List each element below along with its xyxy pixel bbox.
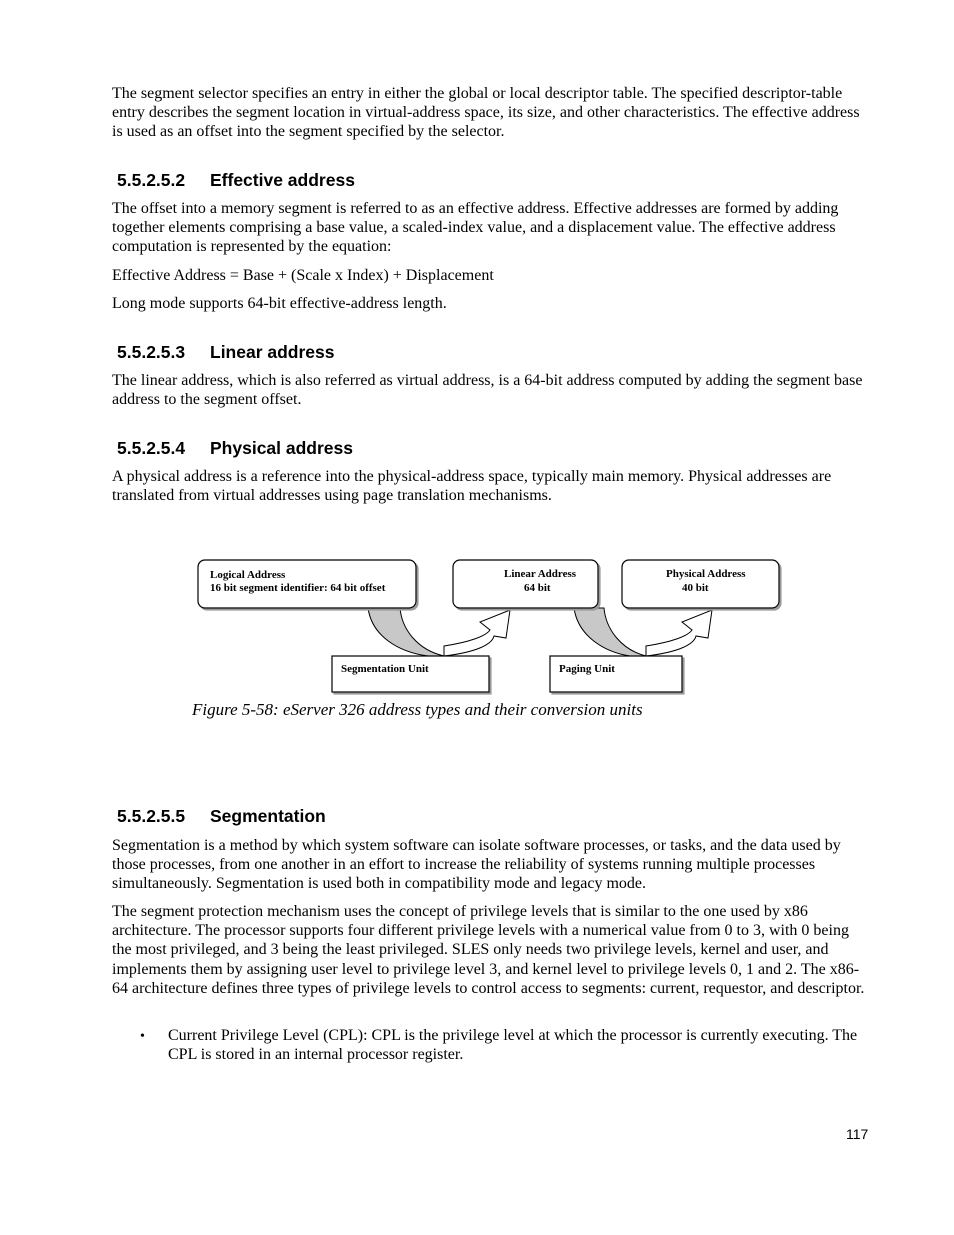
logical-address-label: Logical Address	[210, 569, 286, 581]
long-mode-note: Long mode supports 64-bit effective-address length.	[112, 295, 447, 312]
section-number: 5.5.2.5.5	[117, 806, 186, 826]
section-number: 5.5.2.5.3	[117, 342, 186, 362]
bullet-cpl: Current Privilege Level (CPL): CPL is the privilege level at which the processor is currently executing. The CPL is stored in an internal processor register.	[168, 1027, 858, 1064]
linear-address-detail: 64 bit	[524, 582, 551, 594]
paging-output-arrow	[646, 610, 712, 656]
section-title: Effective address	[210, 170, 355, 190]
segmentation-paragraph-2: The segment protection mechanism uses the concept of privilege levels that is similar to the one used by x86 architecture. The processor supports four different privilege levels with a numerical value from 0 to 3, with 0 being the most privileged, and 3 being the least privileged. SLES only needs two privilege levels, kernel and user, and implements them by assigning user level to privilege level 3, and kernel level to privilege levels 0, 1 and 2. The x86-64 architecture defines three types of privilege levels to control access to segments: current, requestor, and descriptor.	[112, 903, 865, 997]
physical-address-label: Physical Address	[666, 568, 746, 580]
effective-address-equation: Effective Address = Base + (Scale x Index) + Displacement	[112, 267, 494, 284]
intro-paragraph: The segment selector specifies an entry in either the global or local descriptor table. The specified descriptor-table entry describes the segment location in virtual-address space, its size, and other characteristics. The effective address is used as an offset into the segment specified by the selector.	[112, 85, 860, 141]
section-number: 5.5.2.5.4	[117, 438, 186, 458]
physical-address-paragraph: A physical address is a reference into the physical-address space, typically main memory. Physical addresses are translated from virtual addresses using page translation mechanisms.	[112, 468, 832, 505]
segmentation-unit-label: Segmentation Unit	[341, 663, 429, 675]
segmentation-output-arrow	[444, 610, 510, 656]
segmentation-input-arrow	[368, 608, 444, 656]
section-number: 5.5.2.5.2	[117, 170, 186, 190]
section-title: Segmentation	[210, 806, 326, 826]
page-number: 117	[846, 1126, 869, 1142]
paging-input-arrow	[574, 608, 646, 656]
linear-address-paragraph: The linear address, which is also referred as virtual address, is a 64-bit address computed by adding the segment base address to the segment offset.	[112, 372, 863, 409]
linear-address-label: Linear Address	[504, 568, 577, 580]
physical-address-detail: 40 bit	[682, 582, 709, 594]
segmentation-paragraph-1: Segmentation is a method by which system software can isolate software processes, or tasks, and the data used by those processes, from one another in an effort to increase the reliability of systems running multiple processes simultaneously. Segmentation is used both in compatibility mode and legacy mode.	[112, 837, 841, 893]
section-heading-segmentation	[117, 806, 326, 827]
paging-unit-label: Paging Unit	[559, 663, 615, 675]
section-title: Physical address	[210, 438, 353, 458]
effective-address-paragraph: The offset into a memory segment is referred to as an effective address. Effective addresses are formed by adding together elements comprising a base value, a scaled-index value, and a displacement value. The effective address computation is represented by the equation:	[112, 200, 839, 256]
figure-caption: Figure 5-58: eServer 326 address types and their conversion units	[192, 700, 643, 719]
bullet-marker: •	[140, 1029, 145, 1044]
logical-address-detail: 16 bit segment identifier: 64 bit offset	[210, 582, 386, 594]
section-title: Linear address	[210, 342, 335, 362]
